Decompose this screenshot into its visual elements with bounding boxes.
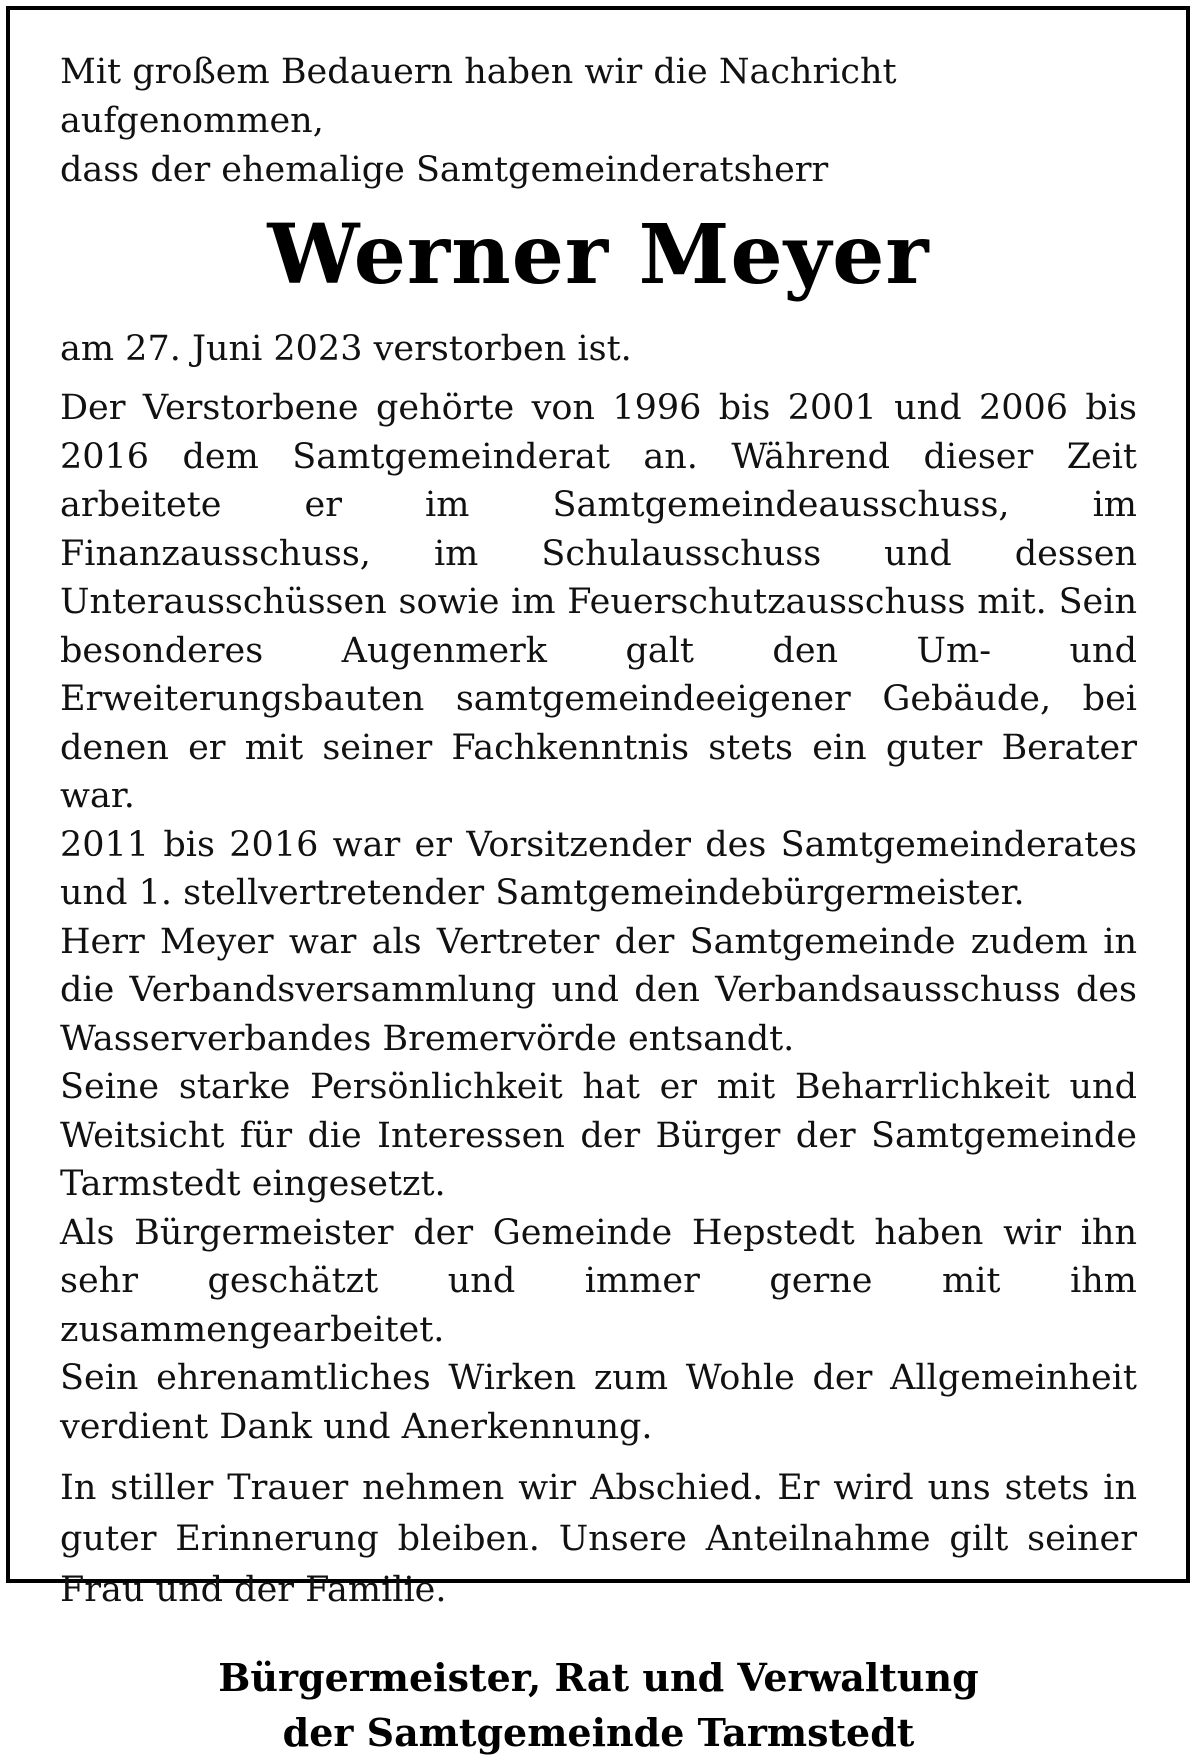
intro-text [60, 48, 1137, 195]
paragraph-volunteer-work: Sein ehrenamtliches Wirken zum Wohle der Allgemeinheit verdient Dank und Anerkennung. [60, 1358, 1137, 1447]
paragraph-chairman: 2011 bis 2016 war er Vorsitzender des Samtgemeinderates und 1. stellvertretender Samtgemeindebürgermeister. [60, 824, 1137, 913]
obituary-content [60, 48, 1137, 1760]
intro-line-2: dass der ehemalige Samtgemeinderatsherr [60, 150, 829, 190]
paragraph-council-service: Der Verstorbene gehörte von 1996 bis 2001 und 2006 bis 2016 dem Samtgemeinderat an. Während dieser Zeit arbeitete er im Samtgemeindeausschuss, im Finanzausschuss, im Schulausschuss und dessen Unterausschüssen sowie im Feuerschutzausschuss mit. Sein besonderes Augenmerk galt den Um- und Erweiterungsbauten samtgemeindeeigener Gebäude, bei denen er mit seiner Fachkenntnis stets ein guter Berater war. [60, 388, 1137, 816]
deceased-name: Werner Meyer [267, 207, 930, 303]
paragraph-personality: Seine starke Persönlichkeit hat er mit Beharrlichkeit und Weitsicht für die Interessen der Bürger der Samtgemeinde Tarmstedt eingesetzt. [60, 1067, 1137, 1204]
intro-line-1: Mit großem Bedauern haben wir die Nachricht aufgenommen, [60, 52, 897, 141]
signature-line-2: der Samtgemeinde Tarmstedt [282, 1710, 915, 1755]
signature-line-1: Bürgermeister, Rat und Verwaltung [218, 1655, 979, 1700]
obituary-frame [6, 6, 1190, 1755]
obituary-body [60, 384, 1137, 1451]
death-date-text: am 27. Juni 2023 verstorben ist. [60, 329, 632, 369]
paragraph-water-association: Herr Meyer war als Vertreter der Samtgemeinde zudem in die Verbandsversammlung und den Verbandsausschuss des Wasserverbandes Bremervörde entsandt. [60, 921, 1137, 1059]
closing-paragraph: In stiller Trauer nehmen wir Abschied. Er wird uns stets in guter Erinnerung bleiben. Unsere Anteilnahme gilt seiner Frau und der Familie. [60, 1468, 1137, 1610]
signature-block [60, 1650, 1137, 1760]
paragraph-mayor-appreciation: Als Bürgermeister der Gemeinde Hepstedt haben wir ihn sehr geschätzt und immer gerne mit ihm zusammengearbeitet. [60, 1212, 1137, 1350]
